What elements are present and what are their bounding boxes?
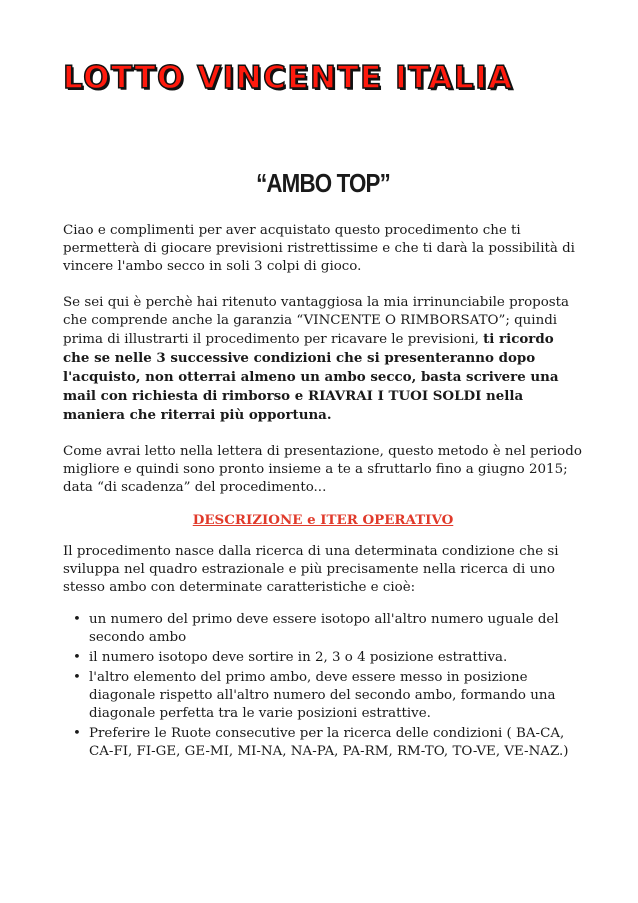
- list-item-text: Preferire le Ruote consecutive per la ricerca delle condizioni ( BA-CA, CA-FI, FI-GE, GE-MI, MI-NA, NA-PA, PA-RM, RM-TO, TO-VE, VE-NAZ.): [89, 726, 569, 759]
- intro-paragraph: Ciao e complimenti per aver acquistato questo procedimento che ti permetterà di giocare previsioni ristrettissime e che ti darà la possibilità di vincere l'ambo secco in soli 3 colpi di gioco.: [63, 223, 575, 274]
- logo-title: LOTTO VINCENTE ITALIA: [63, 60, 514, 96]
- list-item-text: il numero isotopo deve sortire in 2, 3 o 4 posizione estrattiva.: [89, 650, 508, 665]
- document-page: [63, 60, 583, 763]
- guarantee-paragraph: [63, 294, 583, 425]
- bullet-icon: •: [73, 726, 81, 741]
- bullet-icon: •: [73, 650, 81, 665]
- bullet-icon: •: [73, 670, 81, 685]
- guarantee-bold-text: ti ricordo che se nelle 3 successive condizioni che si presenteranno dopo l'acquisto, non otterrai almeno un ambo secco, basta scrivere una mail con richiesta di rimborso e RIAVRAI I TUOI SOLDI nella maniera che riterrai più opportuna.: [63, 331, 559, 423]
- list-item-text: l'altro elemento del primo ambo, deve essere messo in posizione diagonale rispetto all'altro numero del secondo ambo, formando una diagonale perfetta tra le varie posizioni estrattive.: [89, 670, 556, 721]
- bullet-icon: •: [73, 612, 81, 627]
- list-item-text: un numero del primo deve essere isotopo all'altro numero uguale del secondo ambo: [89, 612, 559, 645]
- list-item: [73, 669, 583, 723]
- conditions-list: [63, 611, 583, 761]
- list-item: [73, 611, 583, 647]
- expiry-paragraph: Come avrai letto nella lettera di presentazione, questo metodo è nel periodo migliore e quindi sono pronto insieme a te a sfruttarlo fino a giugno 2015; data “di scadenza” del procedimento...: [63, 444, 582, 495]
- list-item: [73, 649, 583, 667]
- document-title: “AMBO TOP”: [256, 168, 390, 198]
- guarantee-text: Se sei qui è perchè hai ritenuto vantaggiosa la mia irrinunciabile proposta che comprende anche la garanzia “VINCENTE O RIMBORSATO”; quindi prima di illustrarti il procedimento per ricavare le previsioni,: [63, 295, 570, 347]
- description-paragraph: Il procedimento nasce dalla ricerca di una determinata condizione che si sviluppa nel quadro estrazionale e più precisamente nella ricerca di uno stesso ambo con determinate caratteristiche e cioè:: [63, 544, 559, 595]
- list-item: [73, 725, 583, 761]
- section-heading: DESCRIZIONE e ITER OPERATIVO: [192, 512, 454, 528]
